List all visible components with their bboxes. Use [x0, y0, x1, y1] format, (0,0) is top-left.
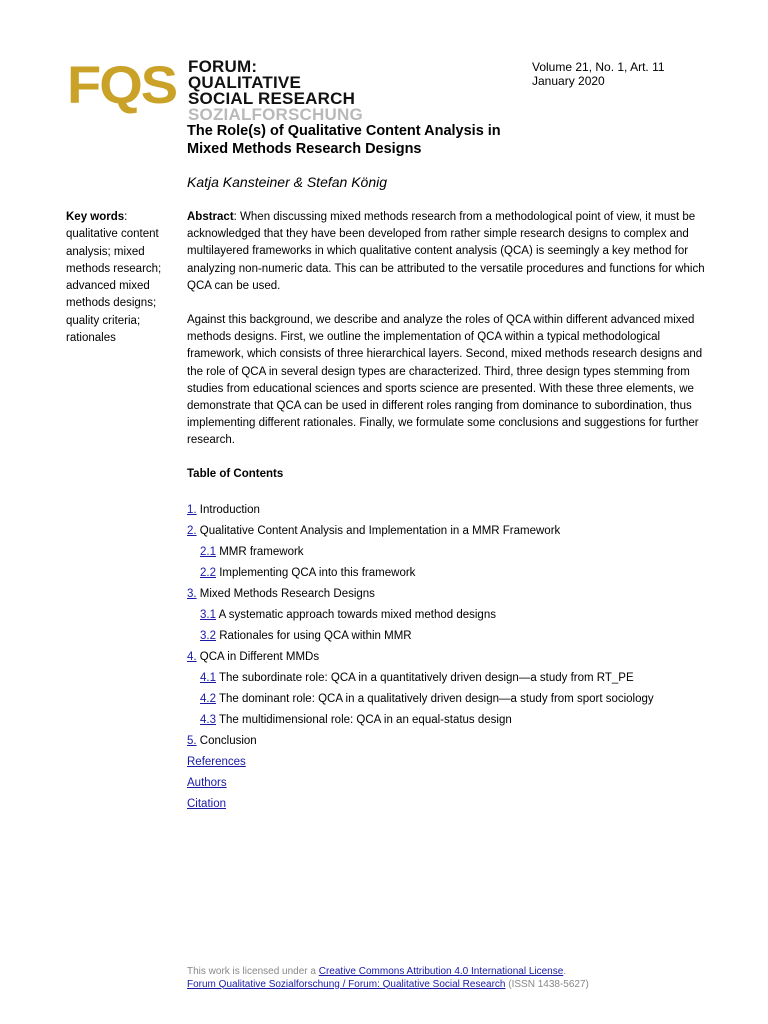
page-footer [187, 966, 589, 991]
abstract-label: Abstract [187, 211, 234, 223]
keywords-label: Key words [66, 211, 125, 223]
toc-link-3[interactable]: 3. [187, 588, 197, 600]
toc-item-references [187, 754, 654, 775]
toc-item-5 [187, 733, 654, 754]
toc-item-3 [187, 586, 654, 607]
toc-item-1 [187, 502, 654, 523]
journal-logo [67, 54, 363, 124]
license-line [187, 966, 589, 979]
table-of-contents [187, 502, 654, 817]
toc-text-5: Conclusion [199, 735, 257, 747]
logo-line-2: SOCIAL RESEARCH [188, 89, 356, 108]
toc-item-2-2 [187, 565, 654, 586]
toc-link-4[interactable]: 4. [187, 651, 197, 663]
keywords-text: qualitative content analysis; mixed methods research; advanced mixed methods designs; quality criteria; rationales [66, 228, 162, 345]
abstract-paragraph-2: Against this background, we describe and analyze the roles of QCA within different advanced mixed methods designs. First, we outline the implementation of QCA within a typical methodological framework, which consists of three hierarchical layers. Second, mixed methods research designs and the role of QCA in several design types are characterized. Third, three design types stemming from studies from educational sciences and sports science are presented. With these three elements, we demonstrate that QCA can be used in different roles ranging from dominance to subordination, thus implementing different rationales. Finally, we formulate some conclusions and suggestions for further research. [187, 314, 703, 447]
toc-link-authors[interactable]: Authors [187, 777, 227, 789]
toc-link-citation[interactable]: Citation [187, 798, 226, 810]
issue-date: January 2020 [532, 73, 605, 88]
toc-text-1: Introduction [199, 504, 260, 516]
toc-item-4-3 [187, 712, 654, 733]
toc-item-4 [187, 649, 654, 670]
article-title [187, 123, 587, 158]
toc-text-3-2: Rationales for using QCA within MMR [219, 630, 412, 642]
toc-link-2[interactable]: 2. [187, 525, 197, 537]
toc-text-2-1: MMR framework [219, 546, 304, 558]
toc-link-5[interactable]: 5. [187, 735, 197, 747]
toc-item-authors [187, 775, 654, 796]
toc-item-4-2 [187, 691, 654, 712]
toc-link-2-1[interactable]: 2.1 [200, 546, 216, 558]
logo-mark: FQS [67, 54, 177, 115]
toc-item-4-1 [187, 670, 654, 691]
license-suffix: . [563, 966, 567, 977]
toc-title: Table of Contents [187, 468, 284, 480]
toc-link-references[interactable]: References [187, 756, 246, 768]
toc-item-3-2 [187, 628, 654, 649]
toc-link-4-2[interactable]: 4.2 [200, 693, 216, 705]
journal-line [187, 979, 589, 992]
toc-text-4-2: The dominant role: QCA in a qualitatively driven design—a study from sport sociology [219, 693, 654, 705]
toc-text-2: Qualitative Content Analysis and Implementation in a MMR Framework [199, 525, 561, 537]
toc-link-2-2[interactable]: 2.2 [200, 567, 216, 579]
issue-info [532, 61, 665, 88]
toc-link-4-1[interactable]: 4.1 [200, 672, 216, 684]
license-prefix: This work is licensed under a [187, 966, 319, 977]
toc-text-3: Mixed Methods Research Designs [199, 588, 375, 600]
title-line-2: Mixed Methods Research Designs [187, 140, 422, 157]
toc-item-3-1 [187, 607, 654, 628]
abstract-text-1: : When discussing mixed methods research from a methodological point of view, it must be acknowledged that they have been developed from rather simple research designs to complex and multilayered frameworks in which qualitative content analysis (QCA) is seemingly a key method for analyzing non-numeric data. This can be attributed to the versatile procedures and functions for which QCA can be used. [187, 211, 705, 292]
toc-text-4-3: The multidimensional role: QCA in an equal-status design [219, 714, 512, 726]
toc-link-3-1[interactable]: 3.1 [200, 609, 216, 621]
toc-item-citation [187, 796, 654, 817]
abstract-block [187, 209, 707, 450]
toc-text-4: QCA in Different MMDs [199, 651, 320, 663]
toc-link-1[interactable]: 1. [187, 504, 197, 516]
toc-text-4-1: The subordinate role: QCA in a quantitatively driven design—a study from RT_PE [219, 672, 634, 684]
keywords-colon: : [124, 211, 128, 223]
toc-link-4-3[interactable]: 4.3 [200, 714, 216, 726]
volume-info: Volume 21, No. 1, Art. 11 [532, 60, 665, 74]
logo-line-3: SOZIALFORSCHUNG [188, 105, 363, 124]
toc-item-2-1 [187, 544, 654, 565]
toc-item-2 [187, 523, 654, 544]
abstract-paragraph-1 [187, 209, 707, 295]
toc-text-2-2: Implementing QCA into this framework [219, 567, 416, 579]
toc-text-3-1: A systematic approach towards mixed method designs [218, 609, 496, 621]
article-authors: Katja Kansteiner & Stefan König [187, 174, 388, 190]
title-line-1: The Role(s) of Qualitative Content Analysis in [187, 123, 501, 139]
logo-line-1: FORUM: QUALITATIVE [188, 57, 302, 92]
toc-link-3-2[interactable]: 3.2 [200, 630, 216, 642]
logo-wordmark [188, 59, 368, 123]
keywords-block [66, 209, 176, 347]
journal-link[interactable]: Forum Qualitative Sozialforschung / Forum: Qualitative Social Research [187, 978, 506, 990]
license-link[interactable]: Creative Commons Attribution 4.0 International License [318, 966, 564, 977]
issn-text: (ISSN 1438-5627) [505, 978, 589, 990]
